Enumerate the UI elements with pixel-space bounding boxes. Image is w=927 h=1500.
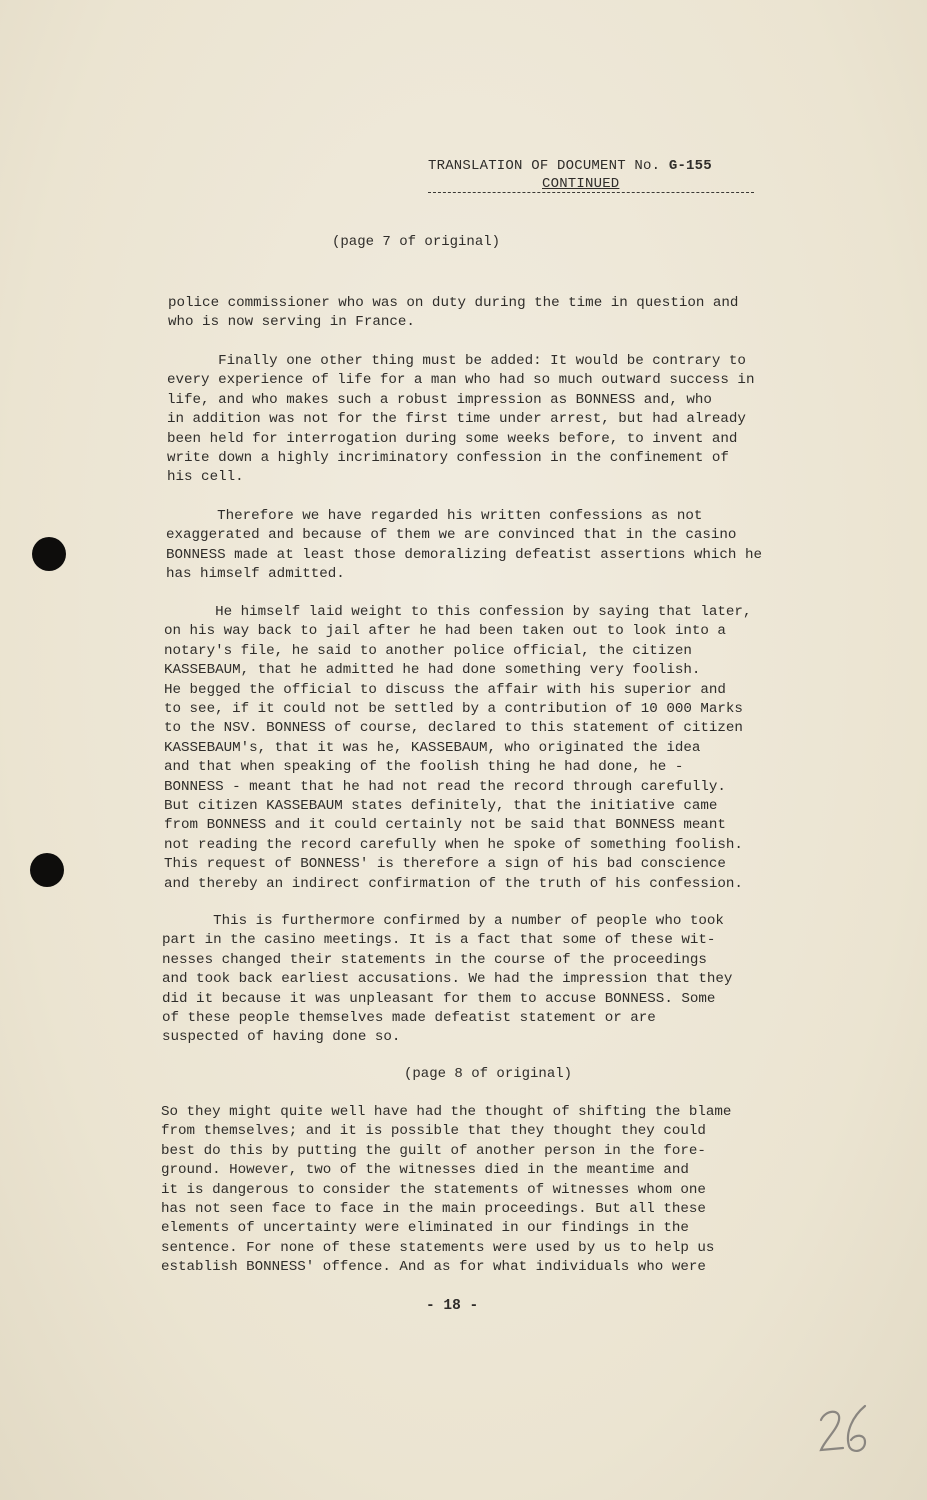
page-ref-original-8: (page 8 of original) [404,1066,573,1082]
header-title-line [428,157,712,175]
paragraph-6: So they might quite well have had the thought of shifting the blame from themselves; and it is possible that they thought they could best do this by putting the guilt of another person in the fore- ground. However, two of the witnesses died in the meantime and it is dangerous to consider the statements of witnesses whom one has not seen face to face in the main proceedings. But all these elements of uncertainty were eliminated in our findings in the sentence. For none of these statements were used by us to help us establish BONNESS' offence. And as for what individuals who were [161,1104,732,1276]
page-ref-original-7: (page 7 of original) [332,234,501,250]
paragraph-3: Therefore we have regarded his written confessions as not exaggerated and because of them we are convinced that in the casino BONNESS made at least those demoralizing defeatist assertions which he has himself admitted. [166,508,762,583]
header-title: TRANSLATION OF DOCUMENT No. [428,158,669,174]
header-doc-number: G-155 [668,158,712,174]
handwritten-page-mark [815,1398,875,1458]
document-header [428,157,712,193]
header-dashed-rule [428,192,754,193]
paragraph-4: He himself laid weight to this confession by saying that later, on his way back to jail after he had been taken out to look into a notary's file, he said to another police official, the citizen KASSEBAUM, that he admitted he had done something very foolish. He begged the official to discuss the affair with his superior and to see, if it could not be settled by a contribution of 10 000 Marks to the NSV. BONNESS of course, declared to this statement of citizen KASSEBAUM's, that it was he, KASSEBAUM, who originated the idea and that when speaking of the foolish thing he had done, he - BONNESS - meant that he had not read the record through carefully. But citizen KASSEBAUM states definitely, that the initiative came from BONNESS and it could certainly not be said that BONNESS meant not reading the record carefully when he spoke of something foolish. This request of BONNESS' is therefore a sign of his bad conscience and thereby an indirect confirmation of the truth of his confession. [164,604,752,892]
punch-hole-top [32,537,66,571]
paragraph-5: This is furthermore confirmed by a number of people who took part in the casino meetings. It is a fact that some of these wit- nesses changed their statements in the course of the proceedings and took back earliest accusations. We had the impression that they did it because it was unpleasant for them to accuse BONNESS. Some of these people themselves made defeatist statement or are suspected of having done so. [162,913,733,1046]
header-continued-line [428,175,712,193]
header-continued: CONTINUED [542,176,620,192]
paragraph-1: police commissioner who was on duty during the time in question and who is now serving in France. [168,295,739,331]
paragraph-2: Finally one other thing must be added: It would be contrary to every experience of life for a man who had so much outward success in life, and who makes such a robust impression as BONNESS and, who in addition was not for the first time under arrest, but had already been held for interrogation during some weeks before, to invent and write down a highly incriminatory confession in the confinement of his cell. [167,353,755,486]
page-number: - 18 - [426,1298,479,1314]
punch-hole-bottom [30,853,64,887]
